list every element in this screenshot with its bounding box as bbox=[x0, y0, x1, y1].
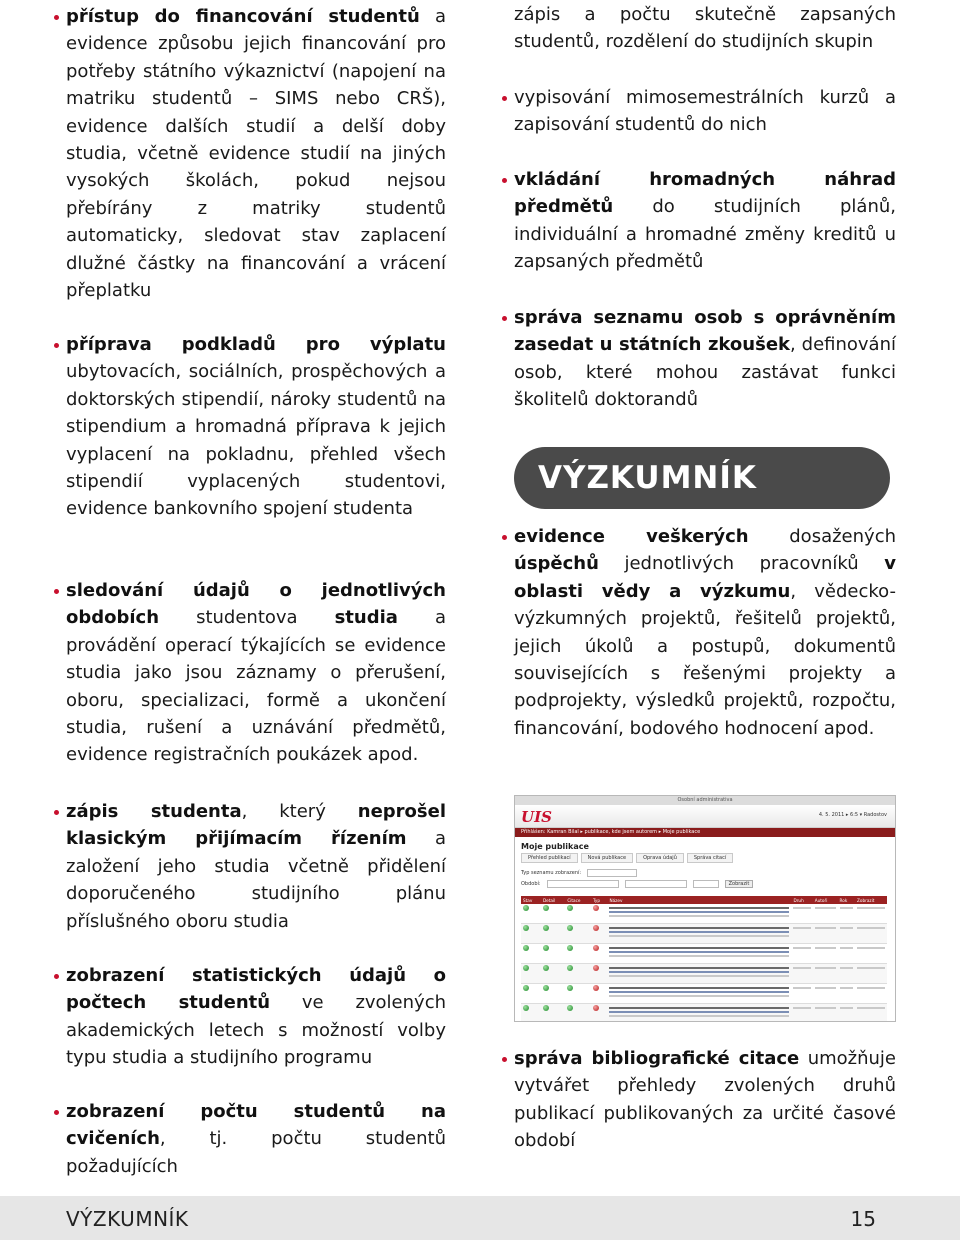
item-text: , který bbox=[241, 801, 358, 822]
status-ok-icon bbox=[567, 945, 573, 951]
status-ok-icon bbox=[543, 985, 549, 991]
table-row bbox=[521, 924, 887, 944]
list-item bbox=[66, 798, 446, 935]
item-bold: správa bibliografické citace bbox=[514, 1048, 800, 1069]
item-bold: úspěchů bbox=[514, 553, 599, 575]
bullet-icon bbox=[54, 810, 59, 815]
item-text: do studijních plánů, individuální a hromadné změny kreditů u zapsaných předmětů bbox=[514, 196, 896, 273]
status-ok-icon bbox=[567, 925, 573, 931]
list-item bbox=[66, 331, 446, 523]
list-item bbox=[514, 166, 896, 276]
list-item bbox=[66, 1098, 446, 1180]
status-ok-icon bbox=[523, 1005, 529, 1011]
filter-select bbox=[547, 880, 619, 888]
window-titlebar: Osobní administrativa bbox=[515, 796, 895, 805]
status-error-icon bbox=[593, 905, 599, 911]
item-bold: správa seznamu osob s oprávněním zasedat u státních zkoušek bbox=[514, 307, 896, 356]
status-error-icon bbox=[593, 925, 599, 931]
table-row bbox=[521, 984, 887, 1004]
app-filters bbox=[515, 863, 895, 893]
column-header: Zobrazit bbox=[855, 896, 887, 904]
item-text: umožňuje vytvářet přehledy zvolených druhů publikací publikovaných za určité časové období bbox=[514, 1048, 896, 1152]
item-bold: neprošel klasickým přijímacím řízením bbox=[66, 801, 446, 850]
item-bold: sledování údajů o jednotlivých obdobích bbox=[66, 580, 446, 629]
status-ok-icon bbox=[543, 925, 549, 931]
status-ok-icon bbox=[543, 945, 549, 951]
item-text: jednotlivých pracovníků bbox=[598, 553, 885, 575]
list-item bbox=[514, 304, 896, 414]
bullet-icon bbox=[502, 96, 507, 101]
item-bold: zobrazení počtu studentů na cvičeních bbox=[66, 1101, 446, 1150]
tab-correct: Oprava údajů bbox=[636, 853, 684, 863]
status-ok-icon bbox=[523, 945, 529, 951]
list-item bbox=[514, 84, 896, 139]
item-text: ubytovacích, sociálních, prospěchových a doktorských stipendií, nároky studentů na stipendium a hromadná příprava k jejich vyplacení na pokladnu, přehled všech stipendií vyplacených studentovi, evidence bankovního spojení studenta bbox=[66, 361, 446, 520]
item-bold: přístup do financování studentů bbox=[66, 6, 420, 27]
column-header: Rok bbox=[838, 896, 855, 904]
column-header: Název bbox=[607, 896, 791, 904]
item-text: , tj. počtu studentů požadujících bbox=[66, 1128, 446, 1177]
item-text: a založení jeho studia včetně přidělení doporučeného studijního plánu příslušného oboru studia bbox=[66, 828, 446, 932]
status-ok-icon bbox=[567, 965, 573, 971]
bullet-icon bbox=[54, 15, 59, 20]
status-ok-icon bbox=[567, 905, 573, 911]
tab-new: Nová publikace bbox=[581, 853, 633, 863]
list-item bbox=[514, 523, 896, 742]
section-heading: VÝZKUMNÍK bbox=[514, 447, 890, 509]
bullet-icon bbox=[502, 1057, 507, 1062]
filter-select bbox=[625, 880, 687, 888]
filter-select bbox=[587, 869, 637, 877]
tab-citations: Správa citací bbox=[687, 853, 733, 863]
app-tabs bbox=[515, 853, 895, 863]
column-header: Citace bbox=[565, 896, 591, 904]
app-nav: Přihlášen: Kamran Bilal ▸ publikace, kde jsem autorem ▸ Moje publikace bbox=[515, 828, 895, 837]
app-header bbox=[515, 805, 895, 828]
column-header: Typ bbox=[591, 896, 607, 904]
list-item bbox=[66, 577, 446, 769]
item-text: a evidence způsobu jejich financování pro potřeby státního výkaznictví (napojení na matriku studentů – SIMS nebo CRŠ), evidence dalších studií a delší doby studia, včetně evidence studií na jiných vysokých školách, pokud nejsou přebírány z matriky studentů automaticky, sledovat stav zaplacení dlužné částky na financování a vrácení přeplatku bbox=[66, 6, 446, 302]
item-text: , vědecko-výzkumných projektů, řešitelů projektů, jejich úkolů a postupů, dokumentů souvisejících s řešenými projekty a podprojekty, výsledků projektů, rozpočtu, financování, bodového hodnocení apod. bbox=[514, 580, 896, 739]
item-bold: vkládání hromadných náhrad předmětů bbox=[514, 169, 896, 218]
footer-section-label: VÝZKUMNÍK bbox=[66, 1207, 189, 1231]
filter-row bbox=[521, 880, 889, 888]
tab-overview: Přehled publikací bbox=[521, 853, 578, 863]
item-bold: příprava podkladů pro výplatu bbox=[66, 334, 446, 355]
embedded-screenshot bbox=[514, 795, 896, 1022]
page-number: 15 bbox=[850, 1207, 876, 1231]
item-text: vypisování mimosemestrálních kurzů a zapisování studentů do nich bbox=[514, 87, 896, 136]
bullet-icon bbox=[54, 343, 59, 348]
item-text: , definování osob, které mohou zastávat funkci školitelů doktorandů bbox=[514, 334, 897, 411]
status-error-icon bbox=[593, 1005, 599, 1011]
filter-button: Zobrazit bbox=[725, 880, 754, 888]
item-text: dosažených bbox=[748, 526, 896, 547]
bullet-icon bbox=[54, 974, 59, 979]
status-error-icon bbox=[593, 985, 599, 991]
list-item-continued bbox=[514, 1, 896, 56]
status-error-icon bbox=[593, 945, 599, 951]
status-ok-icon bbox=[523, 965, 529, 971]
table-header bbox=[521, 896, 887, 904]
column-header: Stav bbox=[521, 896, 541, 904]
status-ok-icon bbox=[543, 905, 549, 911]
filter-row bbox=[521, 869, 889, 877]
bullet-icon bbox=[502, 178, 507, 183]
column-header: Autoři bbox=[813, 896, 838, 904]
item-text: zápis a počtu skutečně zapsaných studentů, rozdělení do studijních skupin bbox=[514, 4, 896, 53]
app-page-title: Moje publikace bbox=[521, 842, 589, 851]
filter-label: Typ seznamu zobrazení: bbox=[521, 870, 582, 876]
column-header: Detail bbox=[541, 896, 565, 904]
table-row bbox=[521, 904, 887, 924]
status-ok-icon bbox=[523, 925, 529, 931]
table-row bbox=[521, 944, 887, 964]
item-bold: v oblasti vědy a výzkumu bbox=[514, 553, 896, 602]
item-text: a provádění operací týkajících se evidence studia jako jsou záznamy o přerušení, oboru, specializaci, formě a ukončení studia, rušení a uznávání předmětů, evidence registračních poukázek apod. bbox=[66, 607, 446, 766]
status-ok-icon bbox=[543, 1005, 549, 1011]
item-bold: evidence veškerých bbox=[514, 526, 749, 547]
item-bold: zobrazení statistických údajů o počtech studentů bbox=[66, 965, 446, 1014]
status-error-icon bbox=[593, 965, 599, 971]
bullet-icon bbox=[54, 1110, 59, 1115]
filter-select bbox=[693, 880, 719, 888]
filter-label: Období: bbox=[521, 881, 541, 887]
status-ok-icon bbox=[567, 1005, 573, 1011]
status-ok-icon bbox=[543, 965, 549, 971]
bullet-icon bbox=[502, 316, 507, 321]
list-item bbox=[514, 1045, 896, 1155]
column-header: Druh bbox=[791, 896, 812, 904]
item-bold: zápis studenta bbox=[66, 801, 242, 822]
status-ok-icon bbox=[523, 985, 529, 991]
status-ok-icon bbox=[567, 985, 573, 991]
app-toolbar: 4. 5. 2011 ▸ 6:5 ▾ Radostov bbox=[818, 812, 887, 818]
table-row bbox=[521, 1004, 887, 1023]
list-item bbox=[66, 962, 446, 1072]
page-footer bbox=[0, 1196, 960, 1240]
status-ok-icon bbox=[523, 905, 529, 911]
item-bold: studia bbox=[334, 607, 398, 629]
list-item bbox=[66, 3, 446, 304]
table-row bbox=[521, 964, 887, 984]
bullet-icon bbox=[54, 589, 59, 594]
item-text: studentova bbox=[159, 607, 335, 629]
uis-logo: UIS bbox=[521, 808, 552, 826]
item-text: ve zvolených akademických letech s možností volby typu studia a studijního programu bbox=[66, 992, 446, 1069]
app-table bbox=[521, 896, 887, 1022]
bullet-icon bbox=[502, 535, 507, 540]
